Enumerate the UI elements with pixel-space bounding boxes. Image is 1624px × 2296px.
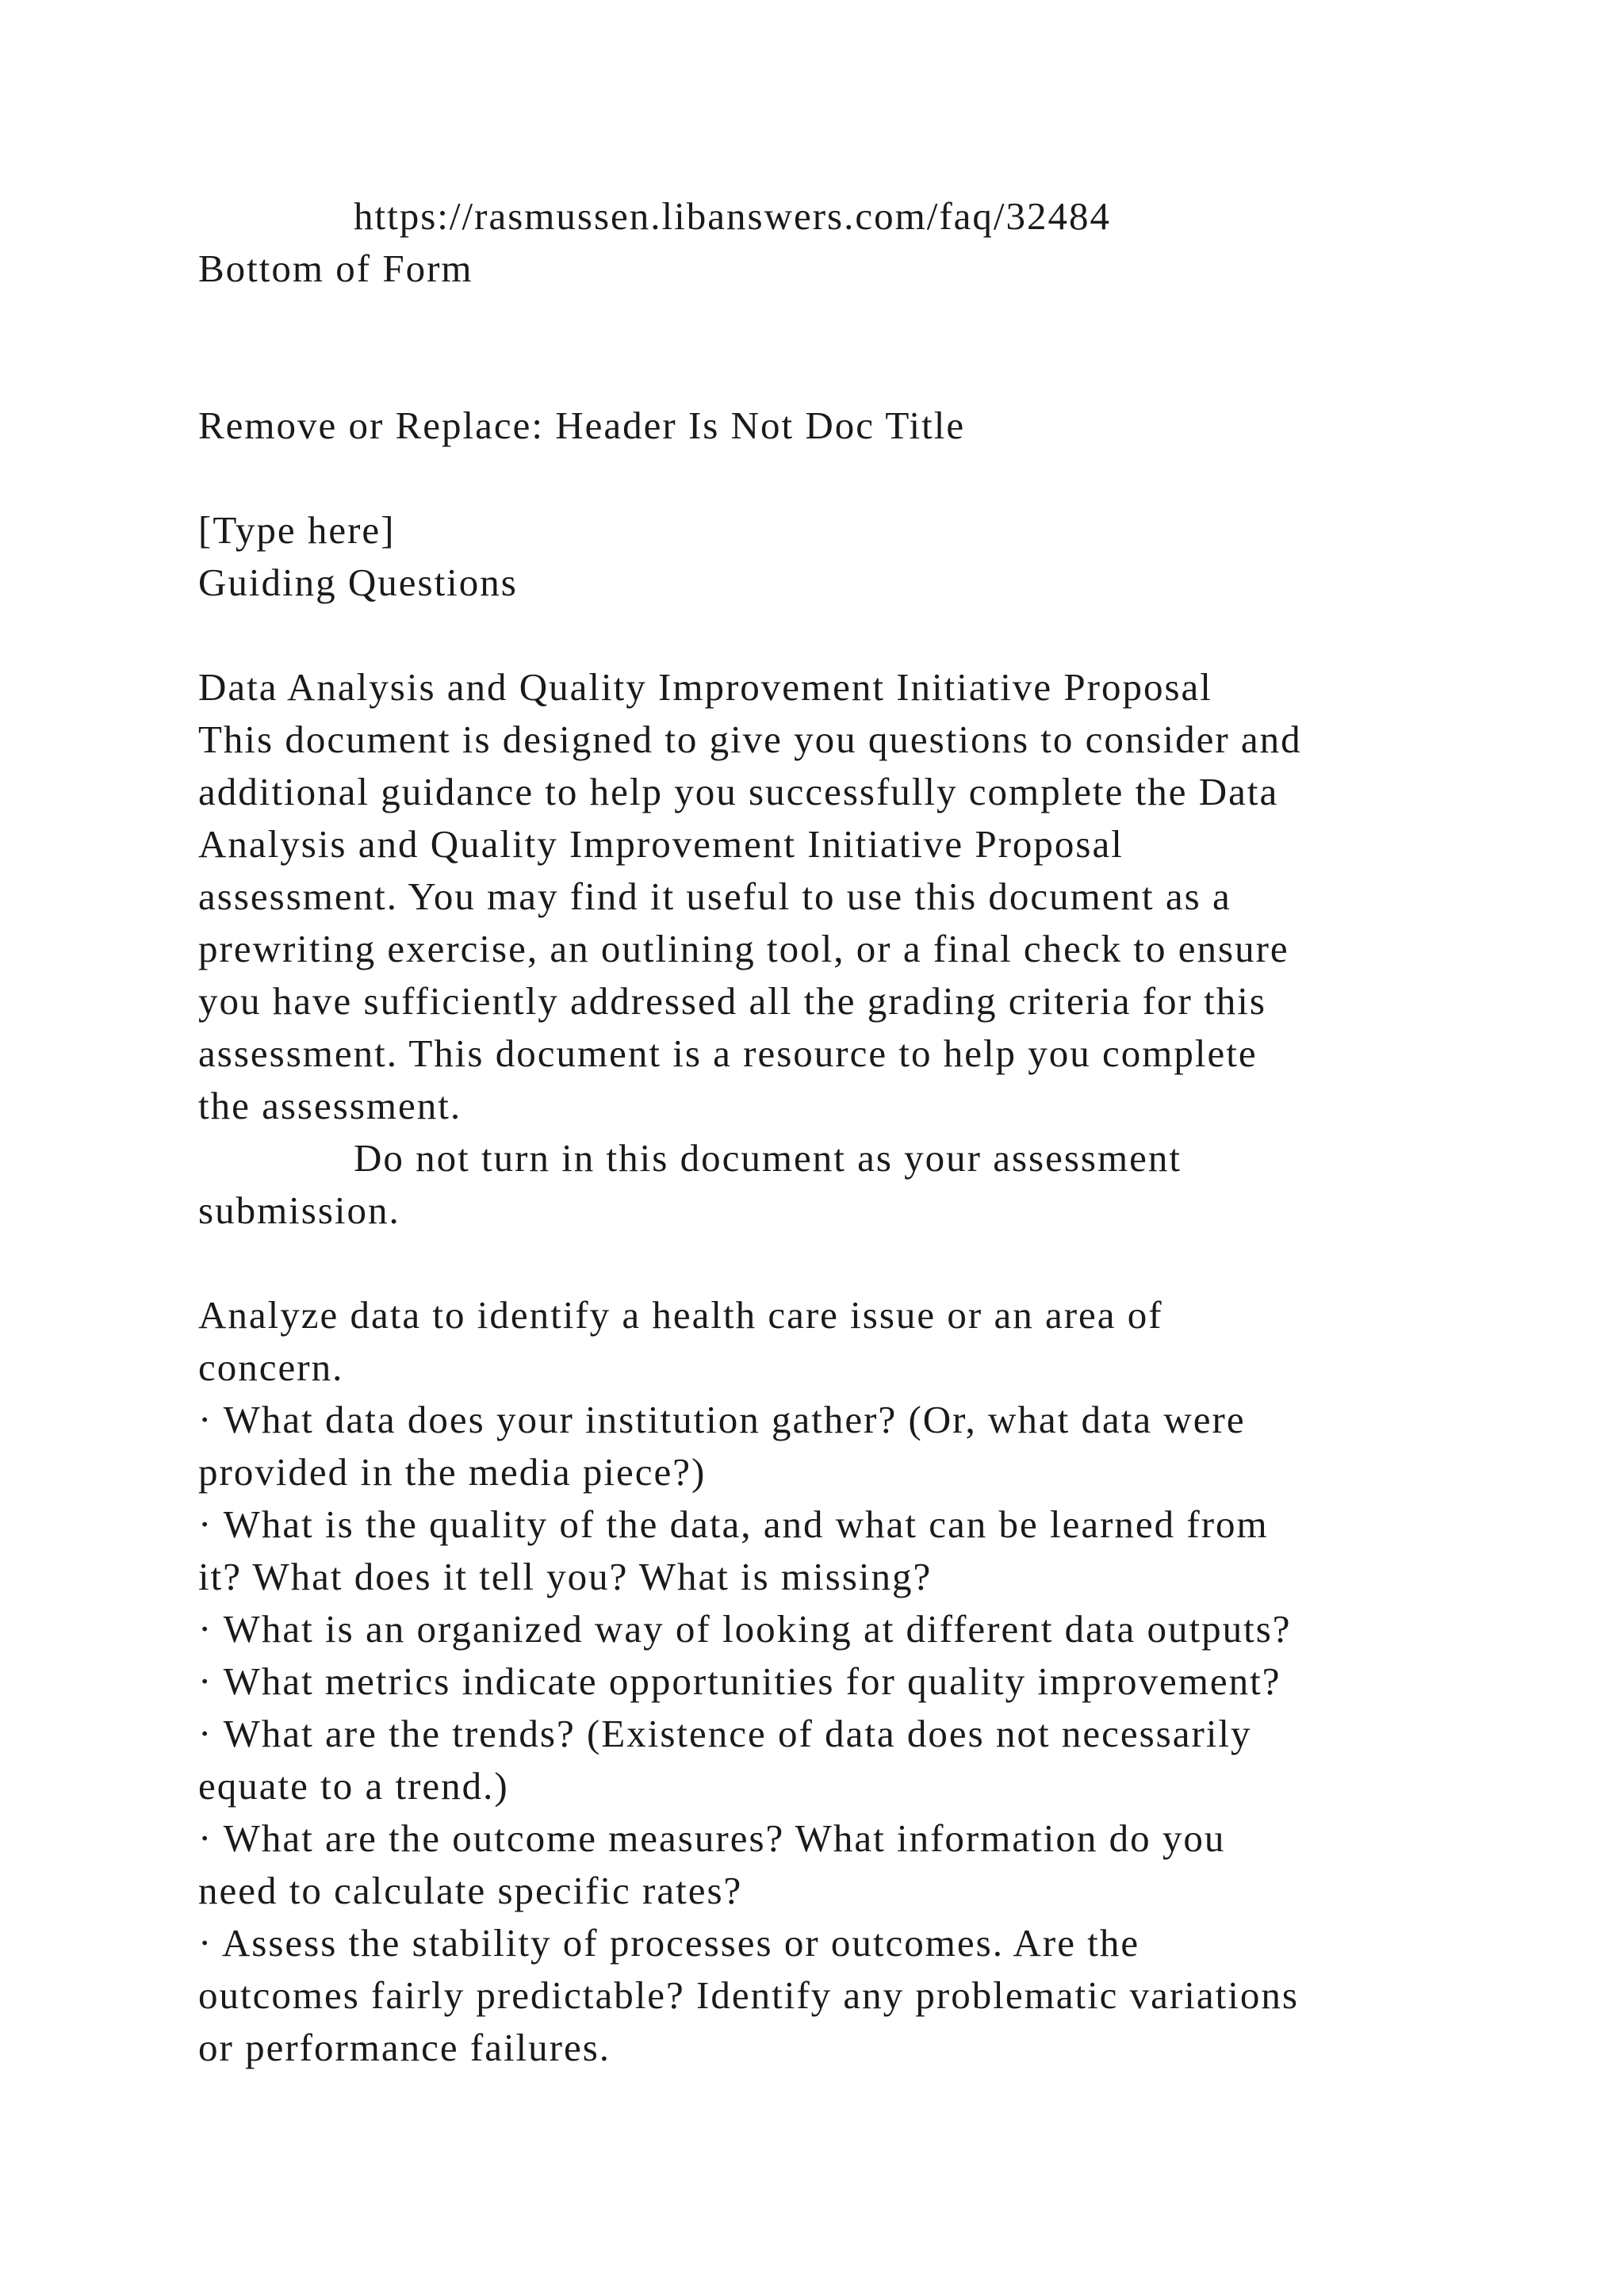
bullet-line: outcomes fairly predictable? Identify any problematic variations [198,1973,1299,2017]
spacer [198,609,1483,661]
bullet-line: need to calculate specific rates? [198,1869,743,1912]
spacer [198,347,1483,400]
spacer [198,452,1483,504]
bullet-line: · Assess the stability of processes or outcomes. Are the [198,1921,1140,1965]
header-note: Remove or Replace: Header Is Not Doc Title [198,404,966,447]
section-heading: concern. [198,1345,344,1389]
type-here-placeholder: [Type here] [198,508,396,552]
submission-notice-cont: submission. [198,1188,400,1232]
submission-notice: Do not turn in this document as your assessment [354,1136,1182,1180]
intro-line: assessment. You may find it useful to use this document as a [198,874,1231,918]
bullet-line: equate to a trend.) [198,1764,509,1808]
bullet-line: · What are the trends? (Existence of data does not necessarily [198,1712,1252,1755]
intro-line: Analysis and Quality Improvement Initiative Proposal [198,822,1124,866]
document-body [198,190,1483,2074]
bullet-line: · What metrics indicate opportunities for quality improvement? [198,1659,1281,1703]
document-title: Data Analysis and Quality Improvement Initiative Proposal [198,665,1212,709]
intro-line: prewriting exercise, an outlining tool, or a final check to ensure [198,927,1289,970]
bullet-line: · What is the quality of the data, and what can be learned from [198,1502,1269,1546]
intro-line: the assessment. [198,1084,462,1127]
bullet-line: or performance failures. [198,2026,611,2069]
spacer [198,295,1483,347]
bullet-line: · What data does your institution gather? (Or, what data were [198,1398,1246,1441]
bullet-line: provided in the media piece?) [198,1450,707,1494]
intro-line: additional guidance to help you successfully complete the Data [198,770,1279,813]
bullet-line: it? What does it tell you? What is missing? [198,1555,933,1598]
bullet-line: · What is an organized way of looking at different data outputs? [198,1607,1292,1651]
section-heading: Analyze data to identify a health care issue or an area of [198,1293,1163,1337]
bullet-line: · What are the outcome measures? What information do you [198,1816,1226,1860]
intro-line: This document is designed to give you questions to consider and [198,718,1302,761]
faq-link[interactable]: https://rasmussen.libanswers.com/faq/32484 [354,194,1111,238]
guiding-questions-heading: Guiding Questions [198,561,518,604]
spacer [198,1237,1483,1289]
intro-line: assessment. This document is a resource to help you complete [198,1031,1258,1075]
bottom-of-form-label: Bottom of Form [198,247,473,290]
intro-line: you have sufficiently addressed all the grading criteria for this [198,979,1266,1023]
